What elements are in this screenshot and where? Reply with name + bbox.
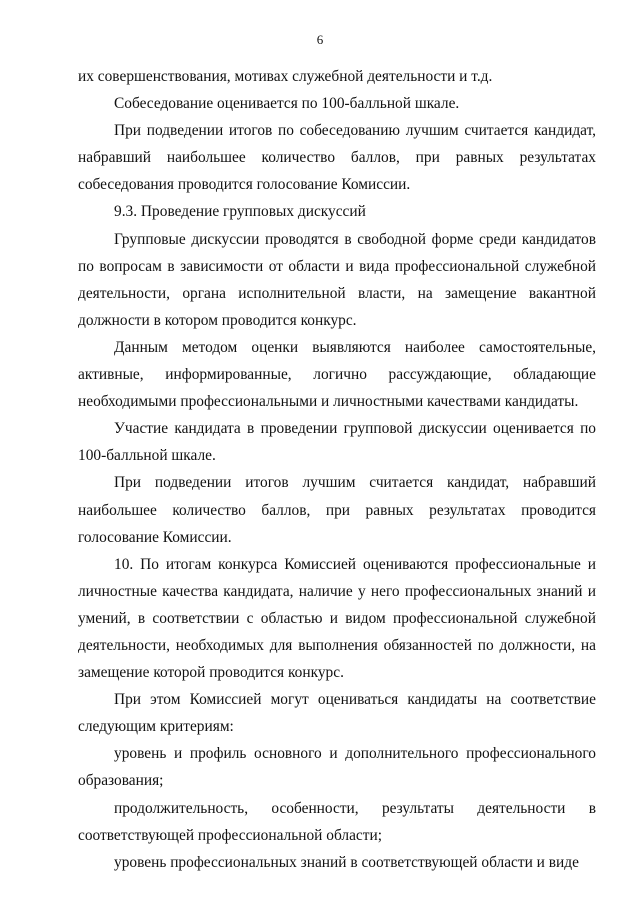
paragraph: При этом Комиссией могут оцениваться кандидаты на соответствие следующим критериям:	[78, 691, 596, 736]
section-heading: 9.3. Проведение групповых дискуссий	[114, 203, 366, 221]
criteria-item: уровень и профиль основного и дополнительного профессионального образования;	[78, 745, 596, 790]
paragraph: Собеседование оценивается по 100-балльной шкале.	[114, 95, 460, 113]
paragraph: Участие кандидата в проведении групповой дискуссии оценивается по 100-балльной шкале.	[78, 420, 596, 465]
page-number: 6	[316, 32, 324, 47]
paragraph: их совершенствования, мотивах служебной деятельности и т.д.	[78, 68, 493, 85]
paragraph: Групповые дискуссии проводятся в свободной форме среди кандидатов по вопросам в зависимости от области и вида профессиональной служебной деятельности, органа исполнительной власти, на замещение вакантной должности в котором проводится конкурс.	[78, 230, 596, 329]
criteria-item: уровень профессиональных знаний в соответствующей области и виде	[114, 853, 579, 871]
paragraph: При подведении итогов по собеседованию лучшим считается кандидат, набравший наибольшее количество баллов, при равных результатах собеседования проводится голосование Комиссии.	[78, 122, 596, 194]
paragraph: Данным методом оценки выявляются наиболее самостоятельные, активные, информированные, логично рассуждающие, обладающие необходимыми профессиональными и личностными качествами кандидаты.	[78, 338, 596, 411]
document-body	[78, 63, 596, 876]
paragraph: При подведении итогов лучшим считается кандидат, набравший наибольшее количество баллов, при равных результатах проводится голосование Комиссии.	[78, 474, 596, 546]
criteria-item: продолжительность, особенности, результаты деятельности в соответствующей профессиональной области;	[78, 799, 596, 844]
paragraph: 10. По итогам конкурса Комиссией оцениваются профессиональные и личностные качества кандидата, наличие у него профессиональных знаний и умений, в соответствии с областью и видом профессиональной служебной деятельности, необходимых для выполнения обязанностей по должности, на замещение которой проводится конкурс.	[78, 555, 596, 682]
